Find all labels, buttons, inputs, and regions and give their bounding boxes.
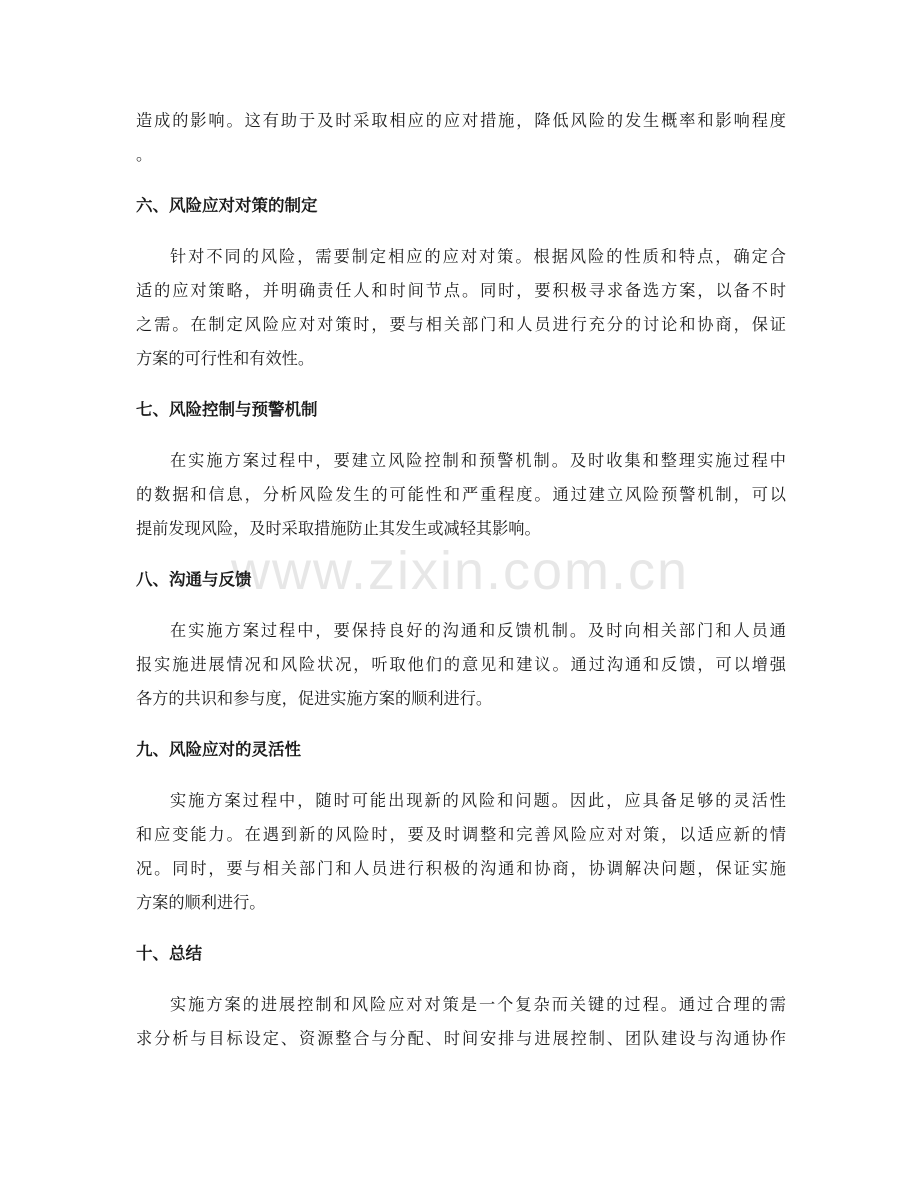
paragraph-line: 方案的顺利进行。 [136, 893, 266, 912]
paragraph-line: 。 [136, 145, 153, 164]
paragraph-line: 提前发现风险，及时采取措施防止其发生或减轻其影响。 [136, 519, 541, 538]
section-8 [136, 562, 786, 716]
paragraph-line: 实施方案的进展控制和风险应对对策是一个复杂而关键的过程。通过合理的需 [170, 995, 786, 1014]
paragraph-line: 在实施方案过程中，要保持良好的沟通和反馈机制。及时向相关部门和人员通 [170, 621, 786, 640]
paragraph-line: 之需。在制定风险应对对策时，要与相关部门和人员进行充分的讨论和协商，保证 [136, 315, 786, 334]
paragraph-line: 适的应对策略，并明确责任人和时间节点。同时，要积极寻求备选方案，以备不时 [136, 281, 786, 300]
section-heading: 八、沟通与反馈 [136, 570, 252, 589]
section-6 [136, 188, 786, 376]
paragraph-line: 方案的可行性和有效性。 [136, 349, 315, 368]
section-10 [136, 936, 786, 1056]
watermark: www.zixin.com.cn [230, 541, 690, 601]
section-paragraph [136, 784, 786, 920]
intro-paragraph [136, 104, 786, 172]
section-heading: 六、风险应对对策的制定 [136, 196, 318, 215]
paragraph-line: 造成的影响。这有助于及时采取相应的应对措施，降低风险的发生概率和影响程度 [136, 111, 786, 130]
paragraph-line: 针对不同的风险，需要制定相应的应对对策。根据风险的性质和特点，确定合 [170, 247, 786, 266]
paragraph-line: 在实施方案过程中，要建立风险控制和预警机制。及时收集和整理实施过程中 [170, 451, 786, 470]
paragraph-line: 况。同时，要与相关部门和人员进行积极的沟通和协商，协调解决问题，保证实施 [136, 859, 786, 878]
section-heading: 十、总结 [136, 944, 202, 963]
section-paragraph [136, 240, 786, 376]
section-heading: 九、风险应对的灵活性 [136, 740, 301, 759]
paragraph-line: 各方的共识和参与度，促进实施方案的顺利进行。 [136, 689, 493, 708]
paragraph-line: 求分析与目标设定、资源整合与分配、时间安排与进展控制、团队建设与沟通协作 [136, 1029, 786, 1048]
section-paragraph [136, 988, 786, 1056]
paragraph-line: 实施方案过程中，随时可能出现新的风险和问题。因此，应具备足够的灵活性 [170, 791, 786, 810]
document-page [136, 104, 786, 1056]
section-heading: 七、风险控制与预警机制 [136, 400, 318, 419]
paragraph-line: 的数据和信息，分析风险发生的可能性和严重程度。通过建立风险预警机制，可以 [136, 485, 786, 504]
section-paragraph [136, 444, 786, 546]
section-9 [136, 732, 786, 920]
section-7 [136, 392, 786, 546]
section-paragraph [136, 614, 786, 716]
paragraph-line: 报实施进展情况和风险状况，听取他们的意见和建议。通过沟通和反馈，可以增强 [136, 655, 786, 674]
paragraph-line: 和应变能力。在遇到新的风险时，要及时调整和完善风险应对对策，以适应新的情 [136, 825, 786, 844]
